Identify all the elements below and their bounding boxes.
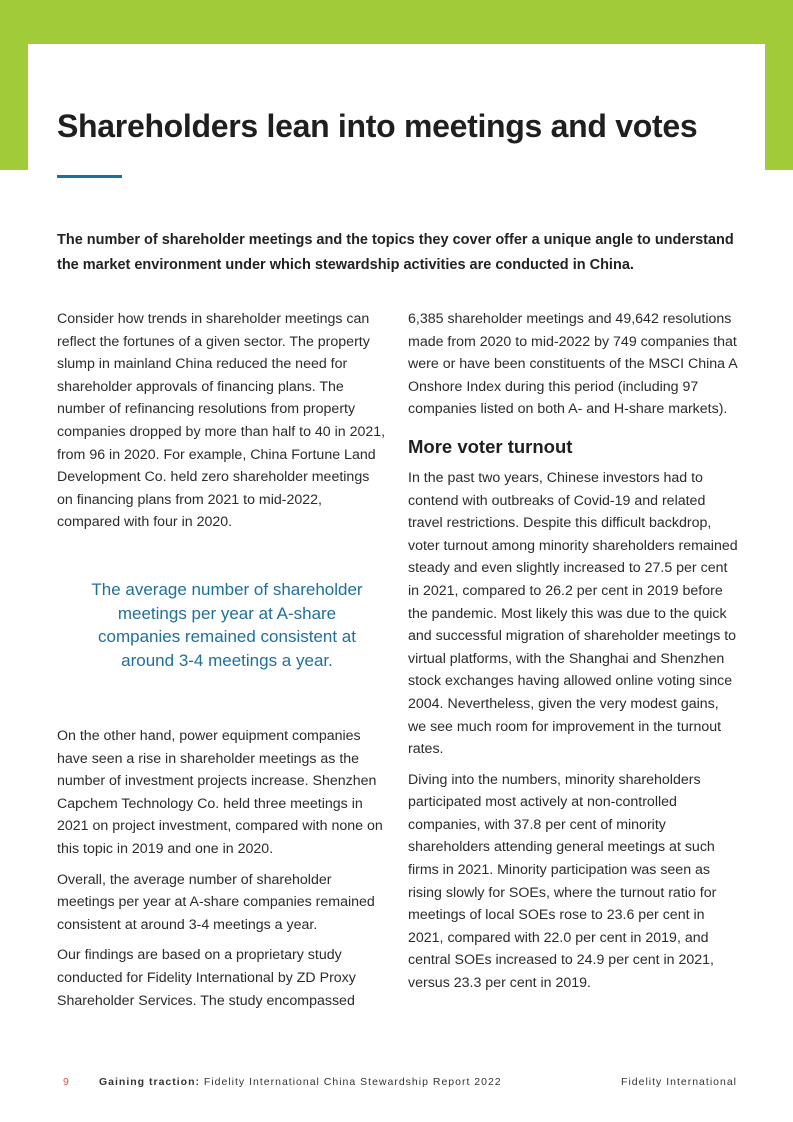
right-column (408, 308, 740, 1003)
body-paragraph: In the past two years, Chinese investors had to contend with outbreaks of Covid-19 and related travel restrictions. Despite this difficult backdrop, voter turnout among minority shareholders remained steady and even slightly increased to 27.5 per cent in 2021, compared to 26.2 per cent in 2019 before the pandemic. Most likely this was due to the quick and successful migration of shareholder meetings to virtual platforms, with the Shanghai and Shenzhen stock exchanges having allowed online voting since 2004. Nevertheless, given the very modest gains, we see much room for improvement in the turnout rates. (408, 469, 738, 758)
body-paragraph: Overall, the average number of shareholder meetings per year at A-share companies remained consistent at around 3-4 meetings a year. (57, 871, 375, 933)
footer-report-title (99, 1076, 502, 1088)
title-underline (57, 175, 122, 178)
body-paragraph: 6,385 shareholder meetings and 49,642 resolutions made from 2020 to mid-2022 by 749 companies that were or have been constituents of the MSCI China A Onshore Index during this period (including 97 companies listed on both A- and H-share markets). (408, 311, 737, 418)
body-paragraph: Consider how trends in shareholder meetings can reflect the fortunes of a given sector. The property slump in mainland China reduced the need for shareholder approvals of financing plans. The number of refinancing resolutions from property companies dropped by more than half to 40 in 2021, from 96 in 2020. For example, China Fortune Land Development Co. held zero shareholder meetings on financing plans from 2021 to mid-2022, compared with four in 2020. (57, 311, 386, 531)
page-title: Shareholders lean into meetings and votes (57, 108, 698, 144)
left-column-top (57, 308, 387, 542)
body-paragraph: Our findings are based on a proprietary study conducted for Fidelity International by ZD Proxy Shareholder Services. The study encompassed (57, 947, 356, 1009)
pull-quote: The average number of shareholder meetings per year at A-share companies remained consistent at around 3-4 meetings a year. (91, 580, 363, 670)
body-paragraph: On the other hand, power equipment companies have seen a rise in shareholder meetings as the number of investment projects increase. Shenzhen Capchem Technology Co. held three meetings in 2021 on project investment, compared with none on this topic in 2019 and one in 2020. (57, 728, 383, 857)
left-column-bottom (57, 725, 387, 1020)
page-number: 9 (63, 1076, 70, 1088)
lede-paragraph: The number of shareholder meetings and the topics they cover offer a unique angle to understand the market environment under which stewardship activities are conducted in China. (57, 232, 734, 273)
section-subheading: More voter turnout (408, 435, 573, 457)
page-footer (57, 1076, 737, 1092)
footer-brand: Fidelity International (621, 1076, 737, 1088)
footer-report-label: Gaining traction: (99, 1076, 200, 1088)
footer-report-name: Fidelity International China Stewardship Report 2022 (203, 1076, 502, 1088)
body-paragraph: Diving into the numbers, minority shareholders participated most actively at non-controlled companies, with 37.8 per cent of minority shareholders attending general meetings at such firms in 2021. Minority participation was seen as rising slowly for SOEs, where the turnout ratio for meetings of local SOEs rose to 23.6 per cent in 2021, compared with 22.0 per cent in 2019, and central SOEs increased to 24.9 per cent in 2021, versus 23.3 per cent in 2019. (408, 771, 717, 992)
